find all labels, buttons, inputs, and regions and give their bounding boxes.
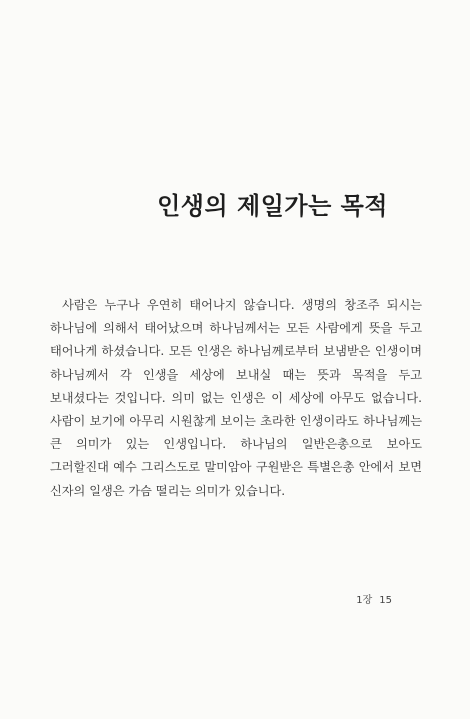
chapter-label: 1장	[356, 595, 373, 606]
page-number: 15	[379, 595, 392, 606]
chapter-title: 인생의 제일가는 목적	[157, 192, 388, 221]
page-footer	[356, 591, 392, 606]
body-paragraph: 사람은 누구나 우연히 태어나지 않습니다. 생명의 창조주 되시는 하나님에 의해서 태어났으며 하나님께서는 모든 사람에게 뜻을 두고 태어나게 하셨습니다. 모든 인생은 하나님께로부터 보냄받은 인생이며 하나님께서 각 인생을 세상에 보내실 때는 뜻과 목적을 두고 보내셨다는 것입니다. 의미 없는 인생은 이 세상에 아무도 없습니다. 사람이 보기에 아무리 시원찮게 보이는 초라한 인생이라도 하나님께는 큰 의미가 있는 인생입니다. 하나님의 일반은총으로 보아도 그러할진대 예수 그리스도로 말미암아 구원받은 특별은총 안에서 보면 신자의 일생은 가슴 떨리는 의미가 있습니다.	[50, 298, 422, 498]
